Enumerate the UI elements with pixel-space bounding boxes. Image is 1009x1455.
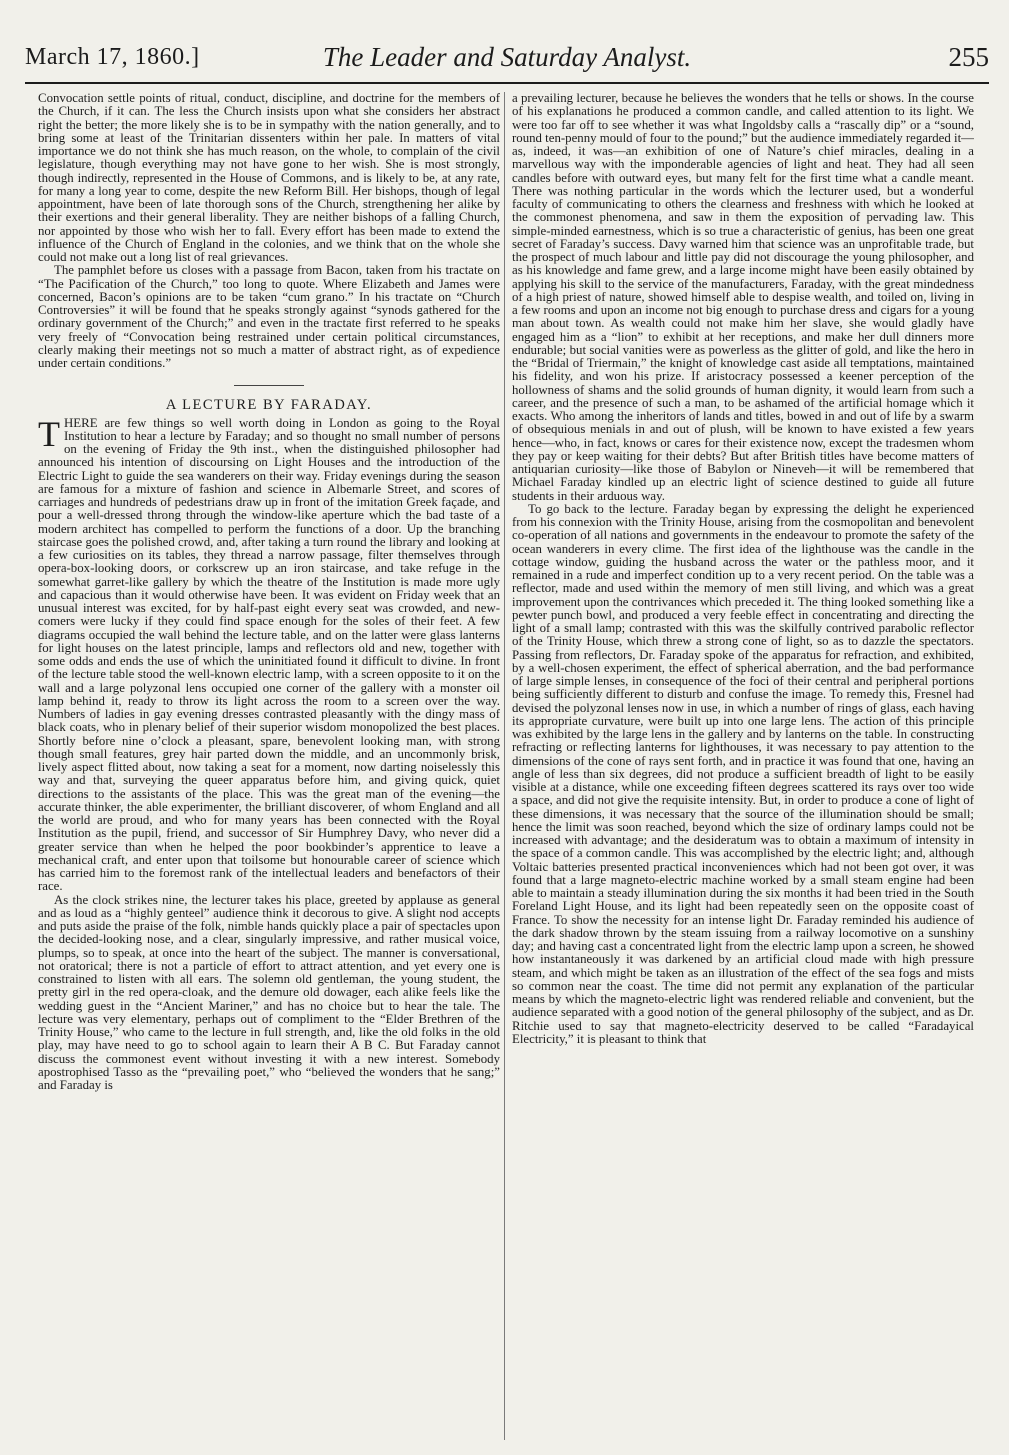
- masthead: [25, 38, 989, 84]
- drop-cap: T: [38, 413, 60, 454]
- page-number: 255: [948, 42, 989, 72]
- left-column: [38, 92, 500, 1440]
- issue-date: March 17, 1860.]: [25, 44, 200, 70]
- section-heading: A LECTURE BY FARADAY.: [165, 397, 373, 414]
- back-to-lecture-paragraph: To go back to the lecture. Faraday began by expressing the delight he experienced from his connexion with the Trinity House, arising from the cosmopolitan and benevolent co-operation of all nations and governments in the endeavour to promote the safety of the ocean wanderers in every clime. The first idea of the lighthouse was the candle in the cottage window, guiding the husband across the water or the pathless moor, and it remained in a rude and imperfect condition up to a very recent period. On the table was a reflector, made and used within the memory of men still living, and which was a great improvement upon the contrivances which preceded it. The thing looked something like a pewter punch bowl, and produced a very feeble effect in concentrating and directing the light of a small lamp; contrasted with this was the skilfully contrived parabolic reflector of the Trinity House, which threw a strong cone of light, so as to dazzle the spectators. Passing from reflectors, Dr. Faraday spoke of the apparatus for refraction, and exhibited, by a well-chosen experiment, the effect of spherical aberration, and the bad performance of large simple lenses, in consequence of the foci of their central and peripheral portions being sufficiently different to disturb and confuse the image. To remedy this, Fresnel had devised the polyzonal lenses now in use, in which a number of rings of glass, each having its appropriate curvature, were built up into one large lens. The action of this principle was exhibited by the large lens in the gallery and by lanterns on the table. In constructing refracting or reflecting lanterns for lighthouses, it was necessary to pay attention to the dimensions of the cone of rays sent forth, and in practice it was found that one, having an angle of less than six degrees, did not produce a sufficient breadth of light to be easily visible at a distance, while one exceeding fifteen degrees scattered its rays over too wide a space, and did not give the requisite intensity. But, in order to produce a cone of light of these dimensions, it was necessary that the source of the illumination should be small; hence the limit was soon reached, beyond which the size of ordinary lamps could not be increased with advantage; and the desideratum was to obtain a maximum of intensity in the space of a common candle. This was accomplished by the electric light; and, although Voltaic batteries presented practical inconveniences which had not been got over, it was found that a large magneto-electric machine worked by a small steam engine had been able to maintain a steady illumination during the six months it had been tried in the South Foreland Light House, and its light had been repeatedly seen on the opposite coast of France. To show the necessity for an intense light Dr. Faraday reminded his audience of the dark shadow thrown by the steam issuing from a railway locomotive on a sunshiny day; and having cast a concentrated light from the electric lamp upon a screen, he showed how instantaneously it was darkened by an artificial cloud made with high pressure steam, and which might be taken as an illustration of the effect of the sea fogs and mists so common near the coast. The time did not permit any explanation of the particular means by which the magneto-electric light was rendered reliable and convenient, but the audience separated with a good notion of the general philosophy of the subject, and as Dr. Ritchie used to say that magneto-electricity deserved to be called “Faradayical Electricity,” it is pleasant to think that: [512, 501, 974, 1046]
- column-rule: [504, 92, 505, 1440]
- lecture-paragraph-1-text: HERE are few things so well worth doing in London as going to the Royal Institution to hear a lecture by Faraday; and so thought no small number of persons on the evening of Friday the 9th inst., when the distinguished philosopher had announced his intention of discoursing on Light Houses and the introduction of the Electric Light to guide the sea wanderers on their way. Friday evenings during the season are famous for a mixture of fashion and science in Albemarle Street, and scores of carriages and hundreds of pedestrians draw up in front of the imitation Greek façade, and pour a well-dressed throng through the window-like aperture which the bad taste of a modern architect has compelled to perform the functions of a door. Up the branching staircase goes the polished crowd, and, after taking a turn round the library and looking at a few curiosities on its tables, they thread a narrow passage, filter themselves through opera-box-looking doors, or corkscrew up an iron staircase, and take refuge in the somewhat garret-like gallery by which the theatre of the Institution is made more ugly and capacious than it would otherwise have been. It was evident on Friday week that an unusual interest was excited, for by half-past eight every seat was crowded, and new-comers were lucky if they could find space enough for the soles of their feet. A few diagrams occupied the wall behind the lecture table, and on the latter were glass lanterns for light houses on the latest principle, lamps and reflectors old and new, together with some odds and ends the use of which the uninitiated found it difficult to divine. In front of the lecture table stood the well-known electric lamp, with a screen opposite to it on the wall and a large polyzonal lens occupied one corner of the gallery with a monster oil lamp behind it, ready to throw its light across the room to a screen over the way. Numbers of ladies in gay evening dresses contrasted pleasantly with the dingy mass of black coats, who in plenary belief of their superior wisdom monopolized the best places. Shortly before nine o’clock a pleasant, spare, benevolent looking man, with strong though small features, grey hair parted down the middle, and an uncommonly brisk, lively aspect flitted about, now taking a seat for a moment, now darting noiselessly this way and that, surveying the queer apparatus before him, and giving quick, quiet directions to the assistants of the place. This was the great man of the evening—the accurate thinker, the able experimenter, the brilliant discoverer, of whom England and all the world are proud, and who for many years has been connected with the Royal Institution as the pupil, friend, and successor of Sir Humphrey Davy, who never did a greater service than when he helped the poor bookbinder’s apprentice to leave a mechanical craft, and enter upon that toilsome but honourable career of science which has carried him to the foremost rank of the intellectual leaders and benefactors of their race.: [38, 415, 500, 894]
- lecture-paragraph-1: [38, 413, 500, 894]
- pamphlet-paragraph: The pamphlet before us closes with a passage from Bacon, taken from his tractate on “The Pacification of the Church,” too long to quote. Where Elizabeth and James were concerned, Bacon’s opinions are to be taken “cum grano.” In his tractate on “Church Controversies” it will be found that he speaks strongly against “synods gathered for the ordinary government of the Church;” and even in the tractate first referred to he speaks very freely of “Convocation being restrained under certain political circumstances, clearly making their meetings not so much a matter of abstract right, as of expedience under certain conditions.”: [38, 263, 500, 370]
- section-divider: [234, 385, 304, 386]
- publication-title: The Leader and Saturday Analyst.: [322, 42, 692, 72]
- convocation-paragraph: Convocation settle points of ritual, conduct, discipline, and doctrine for the members of the Church, if it can. The less the Church insists upon what she considers her abstract right the better; the more likely she is to be in sympathy with the nation generally, and to bring some at least of the Trinitarian dissenters within her pale. In matters of vital importance we do not think she has much reason, on the whole, to complain of the civil legislature, though everything may not have gone to her wish. She is most strongly, though indirectly, represented in the House of Commons, and is likely to be, at any rate, for many a long year to come, despite the new Reform Bill. Her bishops, though of legal appointment, have been of late thorough sons of the Church, strengthening her alike by their exertions and their general liberality. They are neither bishops of a falling Church, nor appointed by those who wish her to fall. Every effort has been made to extend the influence of the Church of England in the colonies, and we think that on the whole she could not make out a long list of real grievances.: [38, 92, 500, 264]
- continuation-paragraph: a prevailing lecturer, because he believes the wonders that he tells or shows. In the course of his explanations he produced a common candle, and called attention to its light. We were too far off to see whether it was what Ingoldsby calls a “rascally dip” or a “sound, round ten-penny mould of four to the pound;” but the audience immediately regarded it—as, indeed, it was—an exhibition of one of Nature’s chief miracles, dealing in a marvellous way with the imponderable agencies of light and heat. They had all seen candles before with outward eyes, but many felt for the first time what a candle meant. There was nothing particular in the words which the lecturer used, but a wonderful faculty of communicating to others the clearness and freshness with which he looked at the commonest phenomena, and saw in them the exposition of pervading law. This simple-minded earnestness, which is so true a characteristic of genius, has been one great secret of Faraday’s success. Davy warned him that science was an unprofitable trade, but the prospect of much labour and little pay did not discourage the young philosopher, and as his knowledge and fame grew, and a large income might have been easily obtained by applying his skill to the service of the manufacturers, Faraday, with the great mindedness of a high priest of nature, showed himself able to despise wealth, and toiled on, living in a few rooms and upon an income not big enough to purchase dress and cigars for a young man about town. As wealth could not make him her slave, she would gladly have engaged him as a “lion” to exhibit at her receptions, and make her dull dinners more endurable; but social vanities were as powerless as the glitter of gold, and like the hero in the “Bridal of Triermain,” the knight of knowledge cast aside all temptations, maintained his fidelity, and won his prize. If aristocracy possessed a keener perception of the hollowness of shams and the solid grounds of human dignity, it would learn from such a career, and the presence of such a man, to be ashamed of the artificial homage which it exacts. Who among the inheritors of lands and titles, bowed in and out of life by a swarm of obsequious menials in and out of plush, will be known to have existed a few years hence—who, in fact, knows or cares for their existence now, except the tradesmen whom they pay or keep waiting for their debts? But after British titles have become matters of antiquarian curiosity—like those of Babylon or Nineveh—it will be remembered that Michael Faraday kindled up an electric light of science destined to guide all future students in their arduous way.: [512, 92, 974, 503]
- right-column: [512, 92, 974, 1440]
- lecture-paragraph-2: As the clock strikes nine, the lecturer takes his place, greeted by applause as general and as loud as a “highly genteel” audience think it decorous to give. A slight nod accepts and puts aside the praise of the folk, nimble hands quickly place a pair of spectacles upon the decided-looking nose, and a clear, singularly impressive, and rather musical voice, plumps, so to speak, at once into the heart of the subject. The manner is conversational, not oratorical; there is not a particle of effort to attract attention, and yet every one is constrained to listen with all ears. The solemn old gentleman, the young student, the pretty girl in the red opera-cloak, and the demure old dowager, each alike feels like the wedding guest in the “Ancient Mariner,” and has no choice but to hear the tale. The lecture was very elementary, perhaps out of compliment to the “Elder Brethren of the Trinity House,” who came to the lecture in full strength, and, like the old folks in the old play, may have need to go to school again to learn their A B C. But Faraday cannot discuss the commonest event without investing it with a new interest. Somebody apostrophised Tasso as the “prevailing poet,” who “believed the wonders that he sang;” and Faraday is: [38, 892, 500, 1092]
